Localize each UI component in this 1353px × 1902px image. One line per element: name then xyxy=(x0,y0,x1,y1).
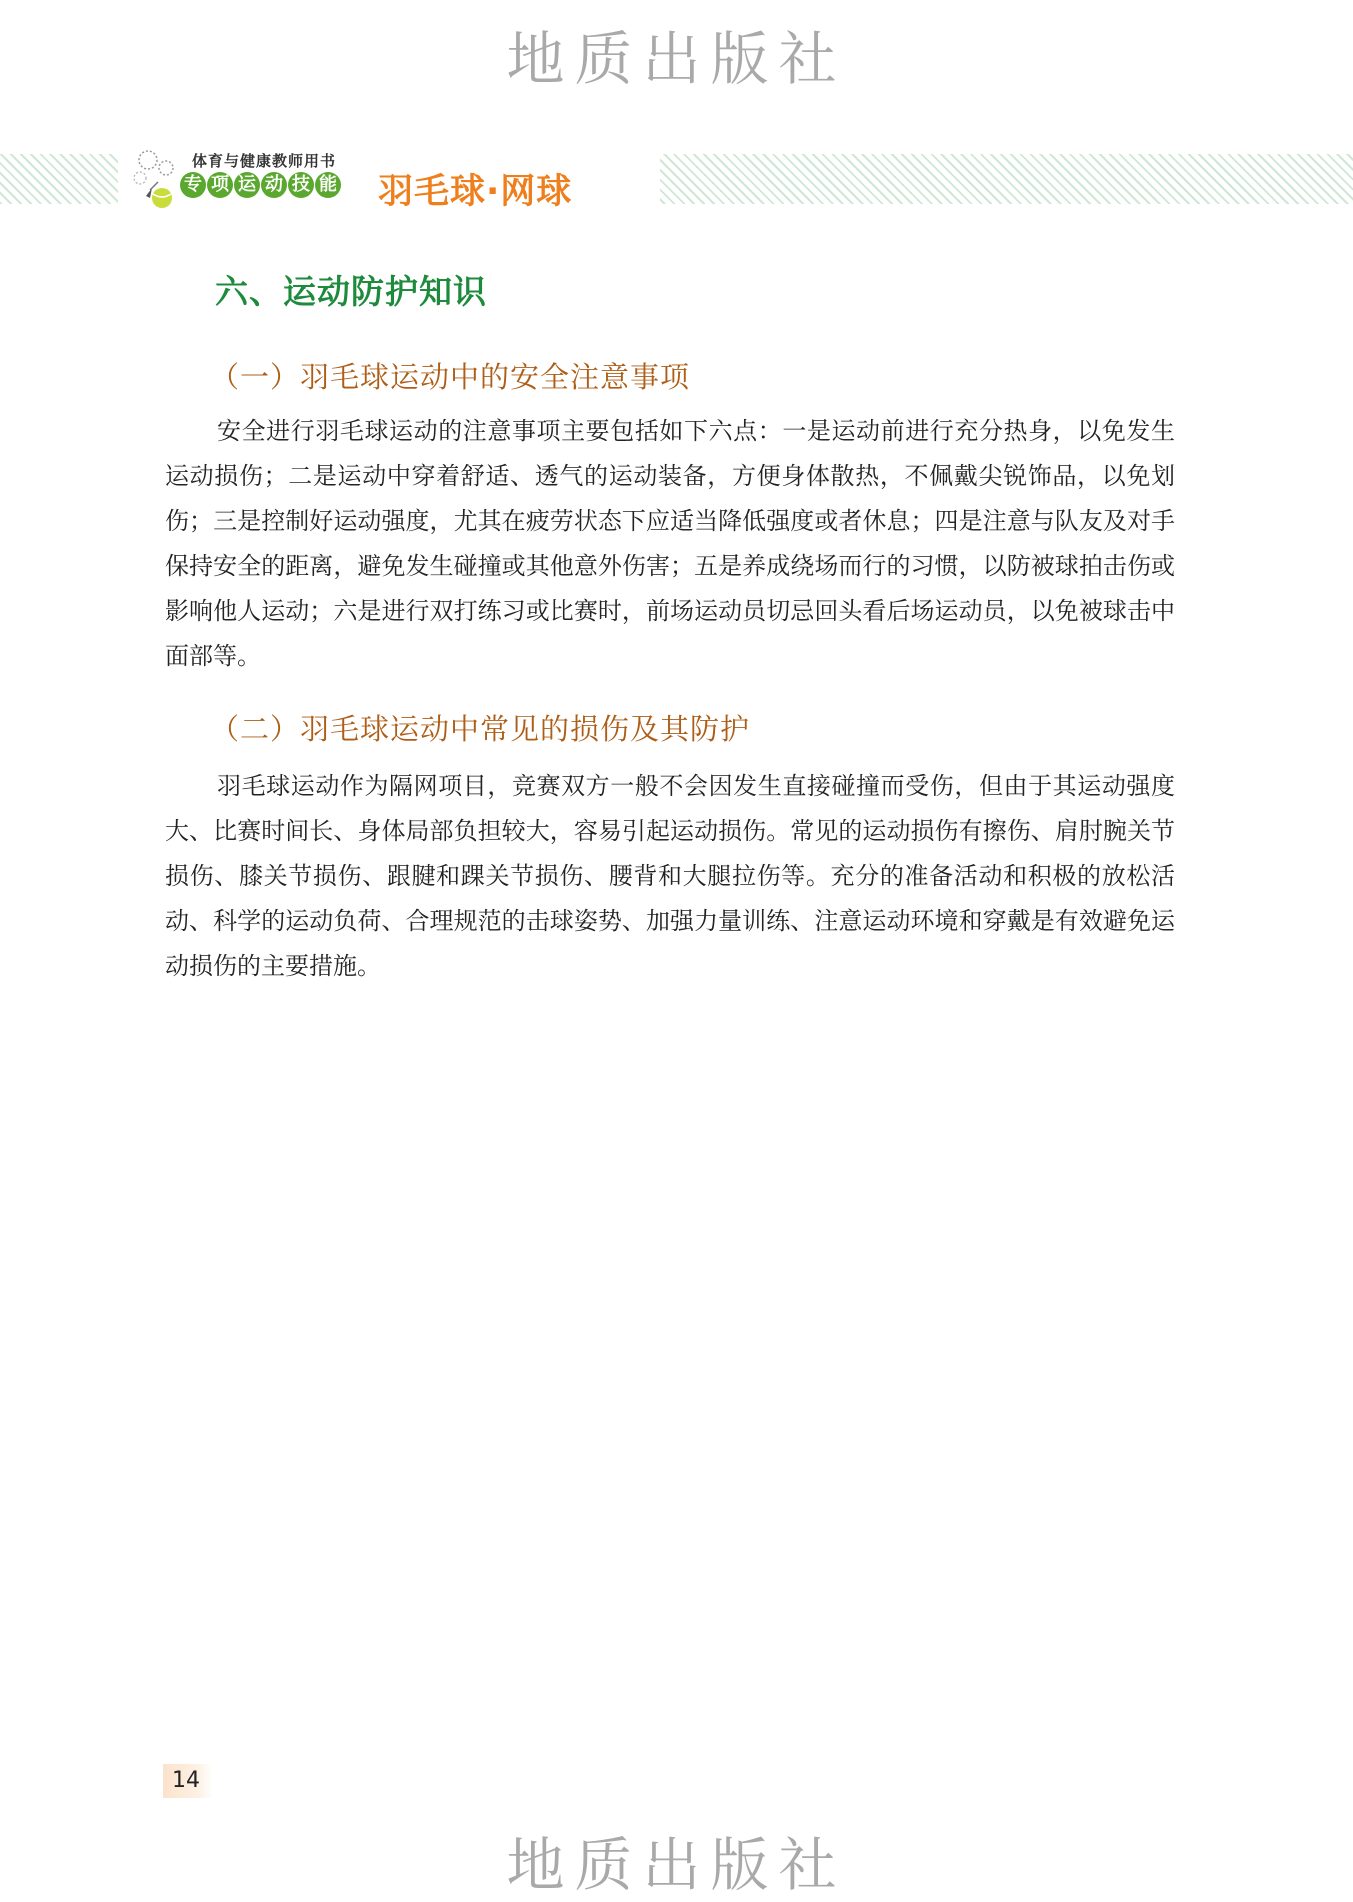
series-title: 体育与健康教师用书 xyxy=(192,152,337,170)
skill-pill: 动 xyxy=(261,172,287,198)
subsection-title-injuries: （二）羽毛球运动中常见的损伤及其防护 xyxy=(210,712,751,746)
subsection-title-safety: （一）羽毛球运动中的安全注意事项 xyxy=(210,360,691,394)
paragraph-safety: 安全进行羽毛球运动的注意事项主要包括如下六点：一是运动前进行充分热身，以免发生运动损伤；二是运动中穿着舒适、透气的运动装备，方便身体散热，不佩戴尖锐饰品，以免划伤；三是控制好运动强度，尤其在疲劳状态下应适当降低强度或者休息；四是注意与队友及对手保持安全的距离，避免发生碰撞或其他意外伤害；五是养成绕场而行的习惯，以防被球拍击伤或影响他人运动；六是进行双打练习或比赛时，前场运动员切忌回头看后场运动员，以免被球击中面部等。 xyxy=(165,417,1175,670)
book-series-header xyxy=(118,146,660,212)
skill-pill: 项 xyxy=(207,172,233,198)
book-title: 羽毛球·网球 xyxy=(378,172,573,212)
skill-pill: 专 xyxy=(180,172,206,198)
badminton-tennis-logo-icon xyxy=(128,148,186,210)
section-title: 六、运动防护知识 xyxy=(215,272,487,311)
publisher-watermark-bottom: 地质出版社 xyxy=(506,1831,847,1899)
skill-pill: 能 xyxy=(315,172,341,198)
paragraph-injuries: 羽毛球运动作为隔网项目，竞赛双方一般不会因发生直接碰撞而受伤，但由于其运动强度大、比赛时间长、身体局部负担较大，容易引起运动损伤。常见的运动损伤有擦伤、肩肘腕关节损伤、膝关节损伤、跟腱和踝关节损伤、腰背和大腿拉伤等。充分的准备活动和积极的放松活动、科学的运动负荷、合理规范的击球姿势、加强力量训练、注意运动环境和穿戴是有效避免运动损伤的主要措施。 xyxy=(165,772,1175,980)
tennis-ball-icon xyxy=(152,188,172,208)
page-number: 14 xyxy=(163,1764,213,1798)
skill-title-pills xyxy=(180,172,341,198)
skill-pill: 技 xyxy=(288,172,314,198)
skill-pill: 运 xyxy=(234,172,260,198)
publisher-watermark-top: 地质出版社 xyxy=(506,25,847,93)
